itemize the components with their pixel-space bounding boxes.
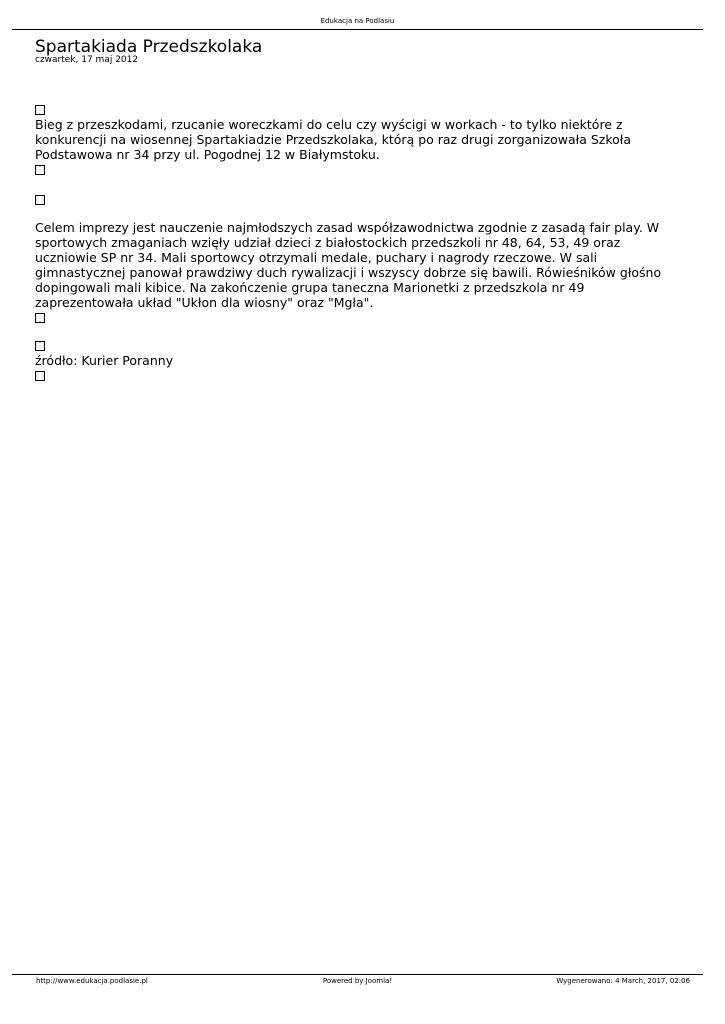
- site-name: Edukacja na Podlasiu: [320, 17, 395, 25]
- article-paragraph: Bieg z przeszkodami, rzucanie woreczkami do celu czy wyścigi w workach - to tylko niektóre z konkurencji na wiosennej Spartakiadzie Przedszkolaka, którą po raz drugi zorganizowała Szkoła Podstawowa nr 34 przy ul. Pogodnej 12 w Białymstoku.: [35, 117, 632, 162]
- page-footer: [12, 974, 703, 987]
- article-date: czwartek, 17 maj 2012: [35, 55, 139, 65]
- missing-image-icon: [35, 310, 45, 325]
- article-body: [35, 102, 685, 383]
- page-header: [12, 15, 703, 30]
- missing-image-icon: [35, 368, 45, 383]
- missing-image-icon: [35, 162, 45, 177]
- source-line: źródło: Kurier Poranny: [35, 353, 174, 368]
- footer-generated-date: Wygenerowano: 4 March, 2017, 02:06: [556, 977, 690, 985]
- missing-image-icon: [35, 102, 45, 117]
- footer-url[interactable]: http://www.edukacja.podlasie.pl: [36, 977, 148, 985]
- footer-powered-by: Powered by Joomla!: [322, 977, 393, 985]
- missing-image-icon: [35, 338, 45, 353]
- missing-image-icon: [35, 192, 45, 207]
- article-paragraph: Celem imprezy jest nauczenie najmłodszych zasad współzawodnictwa zgodnie z zasadą fair play. W sportowych zmaganiach wzięły udział dzieci z białostockich przedszkoli nr 48, 64, 53, 49 oraz uczniowie SP nr 34. Mali sportowcy otrzymali medale, puchary i nagrody rzeczowe. W sali gimnastycznej panował prawdziwy duch rywalizacji i wszyscy dobrze się bawili. Rówieśników głośno dopingowali mali kibice. Na zakończenie grupa taneczna Marionetki z przedszkola nr 49 zaprezentowała układ "Ukłon dla wiosny" oraz "Mgła".: [35, 220, 662, 310]
- article-title: Spartakiada Przedszkolaka: [35, 37, 263, 57]
